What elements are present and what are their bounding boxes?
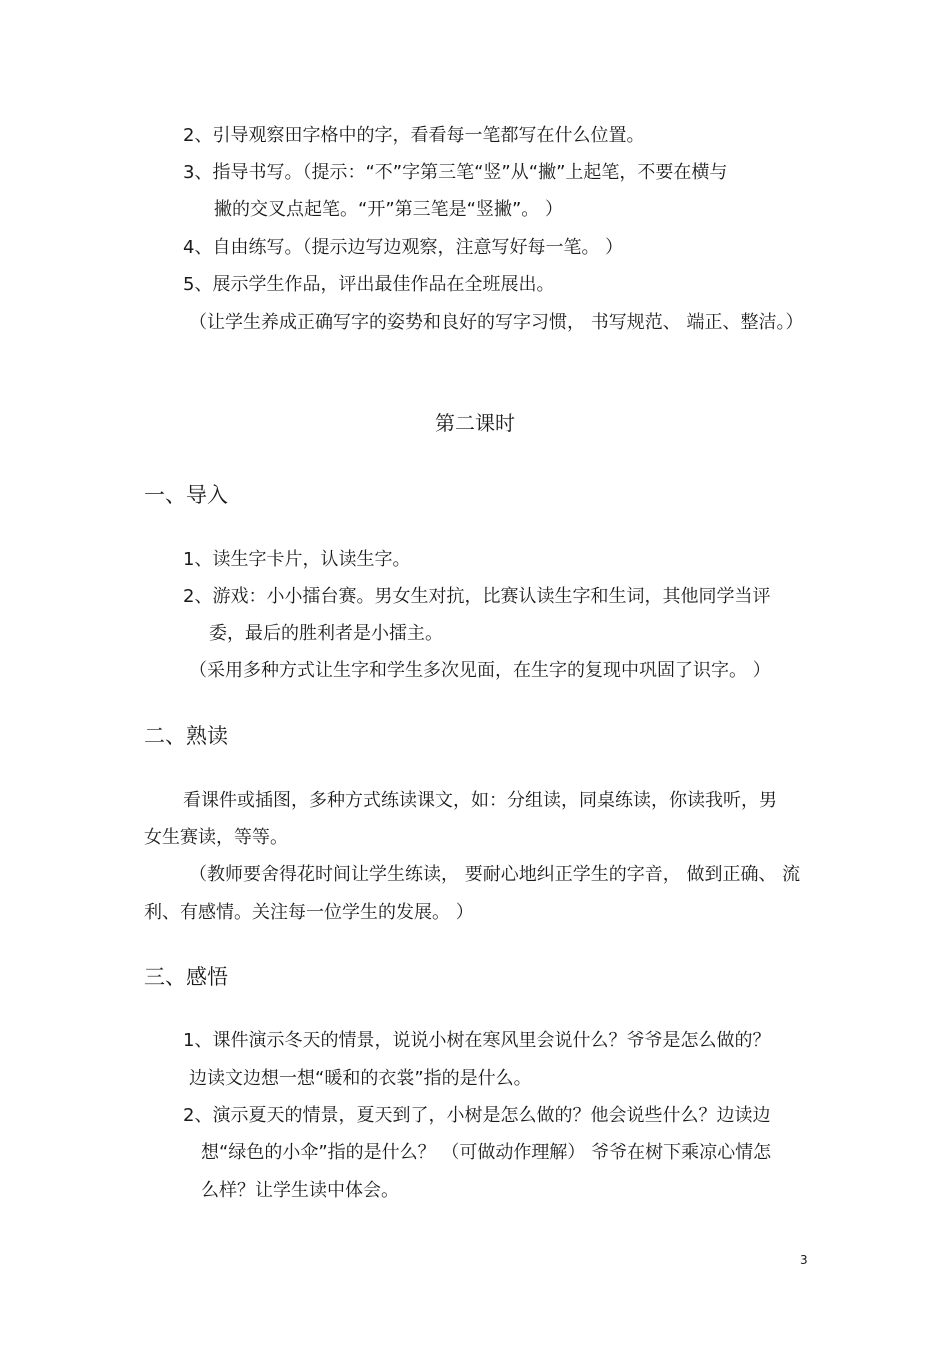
list-item-continuation: 撇的交叉点起笔。“开”第三笔是“竖撇”。 ） xyxy=(214,199,564,220)
list-item: 5、展示学生作品，评出最佳作品在全班展出。 xyxy=(183,274,555,295)
paragraph: 看课件或插图，多种方式练读课文，如：分组读，同桌练读，你读我听，男 xyxy=(183,790,777,811)
list-item: 2、游戏：小小擂台赛。男女生对抗，比赛认读生字和生词，其他同学当评 xyxy=(183,586,771,607)
list-item: 1、课件演示冬天的情景，说说小树在寒风里会说什么？爷爷是怎么做的？ xyxy=(183,1030,771,1051)
list-item-continuation: 委，最后的胜利者是小擂主。 xyxy=(209,623,443,644)
note: （采用多种方式让生字和学生多次见面，在生字的复现中巩固了识字。 ） xyxy=(189,660,771,681)
list-item: 2、引导观察田字格中的字，看看每一笔都写在什么位置。 xyxy=(183,125,645,146)
list-item: 4、自由练写。（提示边写边观察，注意写好每一笔。 ） xyxy=(183,237,624,258)
paragraph-continuation: 女生赛读，等等。 xyxy=(144,827,288,848)
list-item: 3、指导书写。（提示：“不”字第三笔“竖”从“撇”上起笔，不要在横与 xyxy=(183,162,728,183)
list-item-continuation: 边读文边想一想“暖和的衣裳”指的是什么。 xyxy=(189,1068,532,1089)
list-item: 2、演示夏天的情景，夏天到了，小树是怎么做的？他会说些什么？边读边 xyxy=(183,1105,771,1126)
note: （教师要舍得花时间让学生练读， 要耐心地纠正学生的字音， 做到正确、 流 xyxy=(189,864,801,885)
list-item-continuation: 想“绿色的小伞”指的是什么？ （可做动作理解） 爷爷在树下乘凉心情怎 xyxy=(201,1142,772,1163)
page-number: 3 xyxy=(800,1253,808,1267)
list-item: 1、读生字卡片，认读生字。 xyxy=(183,549,411,570)
list-item-continuation: 么样？让学生读中体会。 xyxy=(201,1180,399,1201)
section-heading: 三、感悟 xyxy=(144,965,228,989)
lesson-title: 第二课时 xyxy=(435,411,515,435)
section-heading: 二、熟读 xyxy=(144,724,228,748)
note-continuation: 利、有感情。关注每一位学生的发展。 ） xyxy=(144,902,474,923)
section-heading: 一、导入 xyxy=(144,483,228,507)
note: （让学生养成正确写字的姿势和良好的写字习惯， 书写规范、 端正、整洁。） xyxy=(189,312,804,333)
